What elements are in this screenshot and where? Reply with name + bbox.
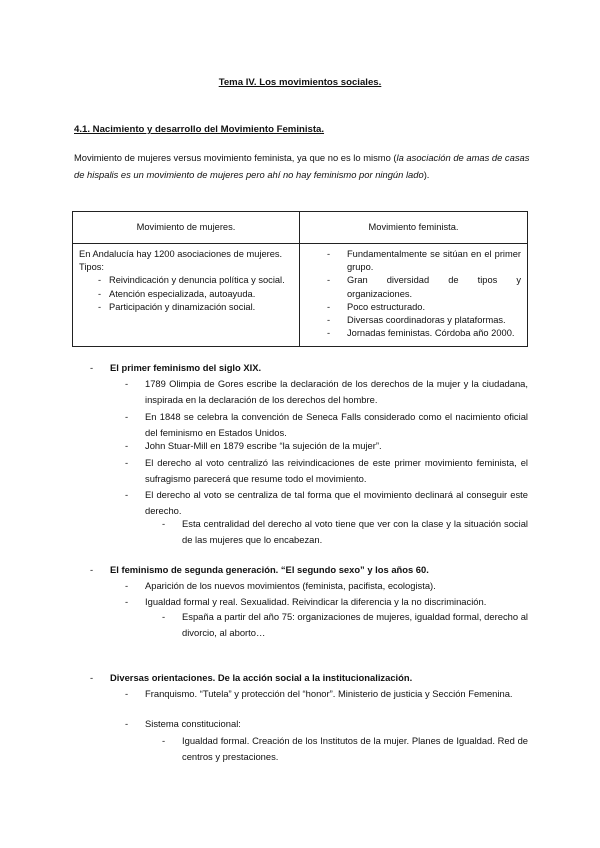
comparison-table [72,211,528,347]
col2-cell [300,244,528,347]
section-heading: 4.1. Nacimiento y desarrollo del Movimiento Feminista. [74,124,325,135]
intro-italic: la asociación de amas de casas de hispalis es un movimiento de mujeres pero ahí no hay feminismo por ningún lado [74,152,530,180]
col2-header: Movimiento feminista. [300,212,528,244]
col1-list [79,274,293,314]
outline-heading-1: - El primer feminismo del siglo XIX. [110,361,261,375]
list-item: - 1789 Olimpia de Gores escribe la declaración de los derechos de la mujer y la ciudadana, inspirada en la declaración de los derechos del hombre. [145,376,528,409]
list-item: - Igualdad formal. Creación de los Institutos de la mujer. Planes de Igualdad. Red de centros y prestaciones. [182,733,528,766]
list-item: - Fundamentalmente se sitúan en el primer grupo. [306,248,521,274]
list-item: - Diversas coordinadoras y plataformas. [306,314,521,327]
intro-paragraph [74,150,530,183]
col1-text2: Tipos: [79,262,104,273]
intro-text: Movimiento de mujeres versus movimiento feminista, ya que no es lo mismo ( [74,152,397,163]
list-item: - Franquismo. “Tutela” y protección del “honor”. Ministerio de justicia y Sección Femenina. [145,686,528,702]
list-item: - Sistema constitucional: [145,716,528,732]
list-item: - Aparición de los nuevos movimientos (feminista, pacifista, ecologista). [145,578,528,594]
list-item: - España a partir del año 75: organizaciones de mujeres, igualdad formal, derecho al divorcio, al aborto… [182,609,528,642]
list-item: - Atención especializada, autoayuda. [79,288,293,301]
outline-heading-2: - El feminismo de segunda generación. “El segundo sexo” y los años 60. [110,563,429,577]
table-row [73,244,528,347]
col2-list [306,248,521,340]
col1-cell [73,244,300,347]
list-item: - John Stuar-Mill en 1879 escribe “la sujeción de la mujer”. [145,438,528,454]
list-item: - Esta centralidad del derecho al voto tiene que ver con la clase y la situación social de las mujeres que lo encabezan. [182,516,528,549]
list-item: - Gran diversidad de tipos y organizaciones. [306,274,521,300]
list-item: - Reivindicación y denuncia política y social. [79,274,293,287]
list-item: - Participación y dinamización social. [79,301,293,314]
table-header-row [73,212,528,244]
col1-text1: En Andalucía hay 1200 asociaciones de mujeres. [79,249,283,259]
list-item: - Poco estructurado. [306,301,521,314]
list-item: - Jornadas feministas. Córdoba año 2000. [306,327,521,340]
outline-heading-3: - Diversas orientaciones. De la acción social a la institucionalización. [110,671,412,685]
page-title: Tema IV. Los movimientos sociales. [218,77,382,88]
list-item: - Igualdad formal y real. Sexualidad. Reivindicar la diferencia y la no discriminación. [145,594,528,610]
intro-end: ). [423,168,430,180]
list-item: - El derecho al voto se centraliza de tal forma que el movimiento declinará al conseguir este derecho. [145,487,528,520]
col1-header: Movimiento de mujeres. [73,212,300,244]
list-item: - En 1848 se celebra la convención de Seneca Falls considerado como el nacimiento oficial del feminismo en Estados Unidos. [145,409,528,442]
list-item: - El derecho al voto centralizó las reivindicaciones de este primer movimiento feminista, el sufragismo parecerá que resume todo el movimiento. [145,455,528,488]
